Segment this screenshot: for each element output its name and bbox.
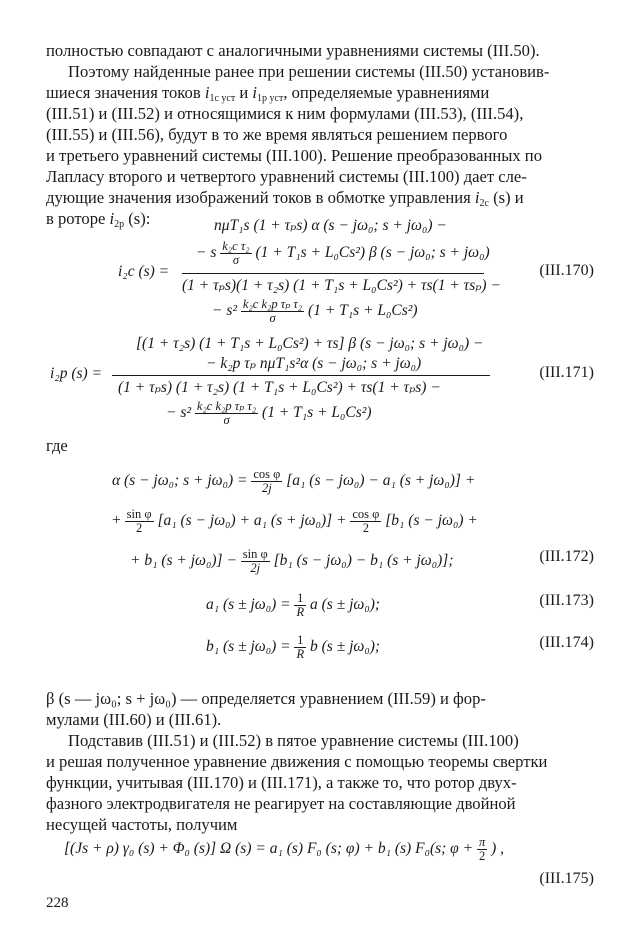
equation-number: (III.171) — [539, 364, 594, 381]
eq170-lhs: i₂с (s) = — [118, 263, 170, 280]
text-line: несущей частоты, получим — [46, 815, 238, 834]
eq170-denominator-line2: − s² $\frac{\text{k₂с k₂р τₚ τ₂}}{\sigma}$ (1 + T₁s + L₀Cs²) — [212, 297, 418, 325]
text-line: полностью совпадают с аналогичными уравнениями системы (III.50). — [46, 41, 540, 60]
eq171-denominator-line2: − s² $\frac{\text{k₂с k₂р τₚ τ₂}}{\sigma}$ (1 + T₁s + L₀Cs²) — [166, 399, 372, 427]
text-line: (III.55) и (III.56), будут в то же время являться решением первого — [46, 125, 508, 144]
eq170-numerator-line2: − s $\frac{\text{k₂с τ₂}}{\sigma}$ (1 + T₁s + L₀Cs²) β (s − jω₀; s + jω₀) — [196, 239, 490, 267]
eq172-line2: + $\frac{\text{sin φ}}{2}$ [a₁ (s − jω₀) + a₁ (s + jω₀)] + $\frac{\text{cos φ}}{2}$ [b₁ (s − jω₀) + — [112, 507, 478, 535]
text-line: Лапласу второго и четвертого уравнений системы (III.100) дает сле- — [46, 167, 527, 186]
equation-number: (III.175) — [539, 870, 594, 887]
fraction: $\frac{\text{sin φ}}{2j}$ — [242, 547, 268, 575]
paragraph-beta — [46, 688, 586, 730]
eq170-numerator-line1: nμT₁s (1 + τₚs) α (s − jω₀; s + jω₀) − — [214, 217, 447, 234]
eq174-expression: b₁ (s ± jω₀) = $\frac{1}{R}$ b (s ± jω₀); — [206, 633, 381, 661]
paragraph-intro — [46, 40, 586, 229]
page-number: 228 — [46, 895, 69, 911]
text-line: мулами (III.60) и (III.61). — [46, 710, 222, 729]
where-label: где — [46, 436, 68, 455]
fraction-bar — [182, 273, 484, 274]
equation-number: (III.173) — [539, 592, 594, 609]
fraction-bar — [112, 375, 490, 376]
text-line: фазного электродвигателя не реагирует на составляющие двойной — [46, 794, 516, 813]
eq171-numerator-line1: [(1 + τ₂s) (1 + T₁s + L₀Cs²) + τs] β (s − jω₀; s + jω₀) − — [136, 335, 484, 352]
eq170-denominator-line1: (1 + τₚs)(1 + τ₂s) (1 + T₁s + L₀Cs²) + τs(1 + τsₚ) − — [182, 277, 501, 294]
eq171-denominator-line1: (1 + τₚs) (1 + τ₂s) (1 + T₁s + L₀Cs²) + τs(1 + τₚs) − — [118, 379, 441, 396]
equation-number: (III.170) — [539, 262, 594, 279]
eq172-line1: α (s − jω₀; s + jω₀) = $\frac{\text{cos φ}}{2j}$ [a₁ (s − jω₀) − a₁ (s + jω₀)] + — [112, 467, 476, 495]
text-line: β (s — jω₀; s + jω₀) — определяется уравнением (III.59) и фор- — [46, 689, 486, 708]
eq175-expression: [(Js + ρ) γ₀ (s) + Φ₀ (s)] Ω (s) = a₁ (s) F₀ (s; φ) + b₁ (s) F₀(s; φ + $\frac{\pi}{2}$ ) , — [64, 835, 505, 863]
eq171-numerator-line2: − k₂р τₚ nμT₁s²α (s − jω₀; s + jω₀) — [206, 355, 422, 372]
fraction: $\frac{\text{k₂с τ₂}}{\sigma}$ — [222, 239, 250, 267]
fraction: $\frac{\text{k₂с k₂р τₚ τ₂}}{\sigma}$ — [242, 297, 303, 325]
equation-number: (III.174) — [539, 634, 594, 651]
fraction: $\frac{\text{cos φ}}{2j}$ — [253, 467, 281, 495]
equation-number: (III.172) — [539, 548, 594, 565]
fraction: $\frac{1}{R}$ — [296, 591, 305, 619]
text-line: функции, учитывая (III.170) и (III.171), а также то, что ротор двух- — [46, 773, 517, 792]
text-line: Поэтому найденные ранее при решении системы (III.50) установив- — [68, 62, 550, 81]
text-line: Подставив (III.51) и (III.52) в пятое уравнение системы (III.100) — [68, 731, 519, 750]
text-line: шиеся значения токов $i_{1с уст}$ и $i_{1р уст}$, определяемые уравнениями — [46, 83, 490, 104]
paragraph-substitution — [46, 730, 586, 835]
fraction: $\frac{\text{k₂с k₂р τₚ τ₂}}{\sigma}$ — [196, 399, 257, 427]
text-line: в роторе $i_{2р}$ (s): — [46, 209, 151, 230]
fraction: $\frac{\pi}{2}$ — [478, 835, 486, 863]
text-line: (III.51) и (III.52) и относящимися к ним формулами (III.53), (III.54), — [46, 104, 524, 123]
fraction: $\frac{\text{sin φ}}{2}$ — [126, 507, 152, 535]
text-line: и решая полученное уравнение движения с помощью теоремы свертки — [46, 752, 548, 771]
eq171-lhs: i₂р (s) = — [50, 365, 103, 382]
fraction: $\frac{1}{R}$ — [296, 633, 305, 661]
fraction: $\frac{\text{cos φ}}{2}$ — [352, 507, 380, 535]
eq173-expression: a₁ (s ± jω₀) = $\frac{1}{R}$ a (s ± jω₀); — [206, 591, 381, 619]
text-line: дующие значения изображений токов в обмотке управления $i_{2с}$ (s) и — [46, 188, 524, 209]
eq172-line3: + b₁ (s + jω₀)] − $\frac{\text{sin φ}}{2j}$ [b₁ (s − jω₀) − b₁ (s + jω₀)]; — [130, 547, 454, 575]
text-line: и третьего уравнений системы (III.100). Решение преобразованных по — [46, 146, 542, 165]
